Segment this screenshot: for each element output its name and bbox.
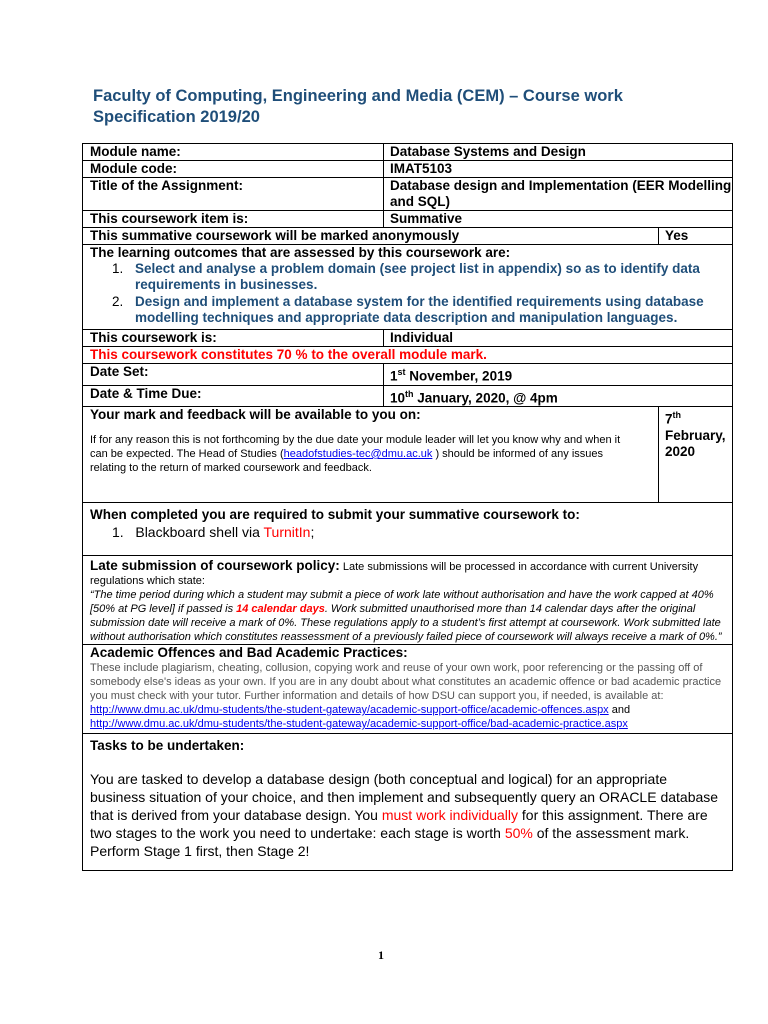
item-label: This coursework item is: xyxy=(83,211,384,228)
date-set-label: Date Set: xyxy=(83,364,384,386)
item-row xyxy=(83,211,733,228)
module-name-row xyxy=(83,144,733,161)
academic-offences-link[interactable]: http://www.dmu.ac.uk/dmu-students/the-student-gateway/academic-support-office/academic-offences.aspx xyxy=(90,704,609,716)
coursework-type-label: This coursework is: xyxy=(83,330,384,347)
weight-note: This coursework constitutes 70 % to the overall module mark. xyxy=(83,347,733,364)
head-of-studies-email-link[interactable]: headofstudies-tec@dmu.ac.uk xyxy=(283,448,433,460)
anonymous-label: This summative coursework will be marked anonymously xyxy=(83,228,659,245)
outcome-text: Design and implement a database system for the identified requirements using database modelling techniques and appropriate data description and manipulation languages. xyxy=(135,294,704,325)
module-code-value: IMAT5103 xyxy=(384,161,733,178)
bad-practice-link[interactable]: http://www.dmu.ac.uk/dmu-students/the-student-gateway/academic-support-office/bad-academic-practice.aspx xyxy=(90,718,628,730)
date-due-row xyxy=(83,385,733,407)
feedback-note: If for any reason this is not forthcoming by the due date your module leader will let you know why and when it can be expected. The Head of Studies (headofstudies-tec@dmu.ac.uk ) should be informed of any issues relating to the return of marked coursework and feedback. xyxy=(90,434,621,474)
date-due-label: Date & Time Due: xyxy=(83,385,384,407)
offences-text: These include plagiarism, cheating, collusion, copying work and reuse of your own work, poor referencing or the passing off of somebody else's ideas as your own. If you are in any doubt about what constitutes an academic offence or bad academic practice you must check with your tutor. Further information and details of how DSU can support you, if needed, is available at: xyxy=(90,662,722,702)
outcome-text: Select and analyse a problem domain (see project list in appendix) so as to identify data requirements in businesses. xyxy=(135,261,700,292)
outcomes-list xyxy=(90,261,732,326)
page-number: 1 xyxy=(378,948,384,962)
late-policy-intro: Late submission of coursework policy: Late submissions will be processed in accordance with current University regulations which state: xyxy=(90,558,699,587)
feedback-cell xyxy=(83,407,659,503)
submit-label: When completed you are required to submit your summative coursework to: xyxy=(90,507,580,522)
outcome-item xyxy=(90,294,732,326)
coursework-type-value: Individual xyxy=(384,330,733,347)
offences-cell xyxy=(83,645,733,734)
outcomes-label: The learning outcomes that are assessed by this coursework are: xyxy=(90,245,511,260)
offences-row xyxy=(83,645,733,734)
outcomes-row xyxy=(83,245,733,330)
offences-links: http://www.dmu.ac.uk/dmu-students/the-student-gateway/academic-support-office/academic-offences.aspx and http://www.dmu.ac.uk/dmu-students/the-student-gateway/academic-support-office/bad-academic-practice.aspx xyxy=(90,704,631,730)
submit-cell xyxy=(83,503,733,556)
page-title: Faculty of Computing, Engineering and Media (CEM) – Course work Specification 2019/20 xyxy=(93,87,623,126)
date-due-value: 10th January, 2020, @ 4pm xyxy=(384,385,733,407)
tasks-text: You are tasked to develop a database design (both conceptual and logical) for an appropriate business situation of your choice, and then implement and subsequently query an ORACLE database that is derived from your database design. You must work individually for this assignment. There are two stages to the work you need to undertake: each stage is worth 50% of the assessment mark. Perform Stage 1 first, then Stage 2! xyxy=(90,771,719,859)
coursework-spec-table xyxy=(82,143,733,871)
late-policy-row xyxy=(83,556,733,645)
late-policy-cell xyxy=(83,556,733,645)
module-code-label: Module code: xyxy=(83,161,384,178)
feedback-row xyxy=(83,407,733,503)
date-set-row xyxy=(83,364,733,386)
module-name-label: Module name: xyxy=(83,144,384,161)
item-value: Summative xyxy=(384,211,733,228)
coursework-type-row xyxy=(83,330,733,347)
submit-number: 1. xyxy=(112,524,124,540)
weight-row xyxy=(83,347,733,364)
tasks-cell xyxy=(83,734,733,871)
assignment-title-value: Database design and Implementation (EER Modelling and SQL) xyxy=(384,178,733,211)
late-policy-quote: “The time period during which a student may submit a piece of work late without authorisation and have the work capped at 40% [50% at PG level] if passed is 14 calendar days. Work submitted unauthorised more than 14 calendar days after the original submission date will receive a mark of 0%. These regulations apply to a student’s first attempt at coursework. Work submitted late without authorisation which constitutes reassessment of a previously failed piece of coursework will always receive a mark of 0%.” xyxy=(90,589,722,643)
turnitin-text: TurnitIn xyxy=(263,524,311,540)
date-set-value: 1st November, 2019 xyxy=(384,364,733,386)
module-code-row xyxy=(83,161,733,178)
submit-row xyxy=(83,503,733,556)
feedback-date: 7th February, 2020 xyxy=(659,407,733,503)
offences-label: Academic Offences and Bad Academic Practices: xyxy=(90,645,408,660)
anonymous-row xyxy=(83,228,733,245)
submit-item: 1. Blackboard shell via TurnitIn; xyxy=(112,524,315,540)
tasks-label: Tasks to be undertaken: xyxy=(90,738,245,753)
module-name-value: Database Systems and Design xyxy=(384,144,733,161)
outcomes-cell xyxy=(83,245,733,330)
assignment-title-label: Title of the Assignment: xyxy=(83,178,384,211)
anonymous-value: Yes xyxy=(659,228,733,245)
outcome-item xyxy=(90,261,732,293)
outcome-number: 1. xyxy=(112,261,124,276)
feedback-label: Your mark and feedback will be available to you on: xyxy=(90,407,421,422)
assignment-title-row xyxy=(83,178,733,211)
outcome-number: 2. xyxy=(112,294,124,309)
tasks-row xyxy=(83,734,733,871)
